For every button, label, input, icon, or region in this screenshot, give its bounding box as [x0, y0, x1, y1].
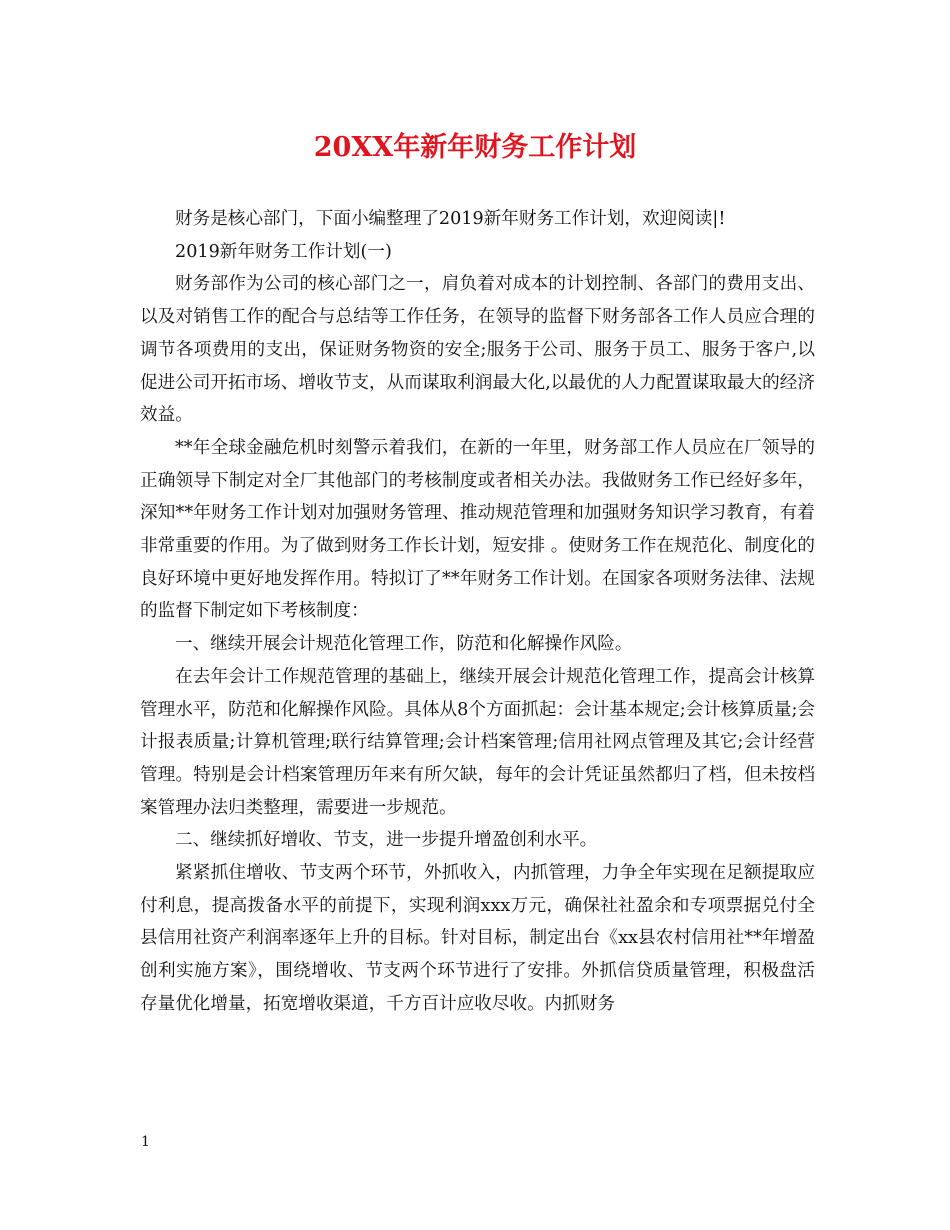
document-body — [140, 203, 815, 1021]
page-number: 1 — [141, 1134, 150, 1150]
paragraph: 紧紧抓住增收、节支两个环节，外抓收入，内抓管理，力争全年实现在足额提取应付利息，提高拨备水平的前提下，实现利润xxx万元，确保社社盈余和专项票据兑付全县信用社资产利润率逐年上升的目标。针对目标，制定出台《xx县农村信用社**年增盈创利实施方案》，围绕增收、节支两个环节进行了安排。外抓信贷质量管理，积极盘活存量优化增量，拓宽增收渠道，千方百计应收尽收。内抓财务 — [140, 863, 815, 1014]
section-heading-2: 二、继续抓好增收、节支，进一步提升增盈创利水平。 — [175, 830, 598, 851]
paragraph: 在去年会计工作规范管理的基础上，继续开展会计规范化管理工作，提高会计核算管理水平，防范和化解操作风险。具体从8个方面抓起：会计基本规定;会计核算质量;会计报表质量;计算机管理;联行结算管理;会计档案管理;信用社网点管理及其它;会计经营管理。特别是会计档案管理历年来有所欠缺，每年的会计凭证虽然都归了档，但未按档案管理办法归类整理，需要进一步规范。 — [140, 666, 815, 818]
paragraph: 财务部作为公司的核心部门之一，肩负着对成本的计划控制、各部门的费用支出、以及对销售工作的配合与总结等工作任务，在领导的监督下财务部各工作人员应合理的调节各项费用的支出，保证财务物资的安全;服务于公司、服务于员工、服务于客户,以促进公司开拓市场、增收节支，从而谋取利润最大化,以最优的人力配置谋取最大的经济效益。 — [140, 274, 815, 426]
section-heading-1: 一、继续开展会计规范化管理工作，防范和化解操作风险。 — [175, 634, 633, 655]
document-title: 20XX年新年财务工作计划 — [313, 132, 637, 163]
section-heading-plan-one: 2019新年财务工作计划(一) — [175, 241, 392, 262]
paragraph-intro: 财务是核心部门，下面小编整理了2019新年财务工作计划，欢迎阅读|! — [175, 209, 726, 229]
paragraph: **年全球金融危机时刻警示着我们，在新的一年里，财务部工作人员应在厂领导的正确领导下制定对全厂其他部门的考核制度或者相关办法。我做财务工作已经好多年，深知**年财务工作计划对加强财务管理、推动规范管理和加强财务知识学习教育，有着非常重要的作用。为了做到财务工作长计划，短安排 。使财务工作在规范化、制度化的良好环境中更好地发挥作用。特拟订了**年财务工作计划。在国家各项财务法律、法规的监督下制定如下考核制度： — [140, 437, 815, 622]
